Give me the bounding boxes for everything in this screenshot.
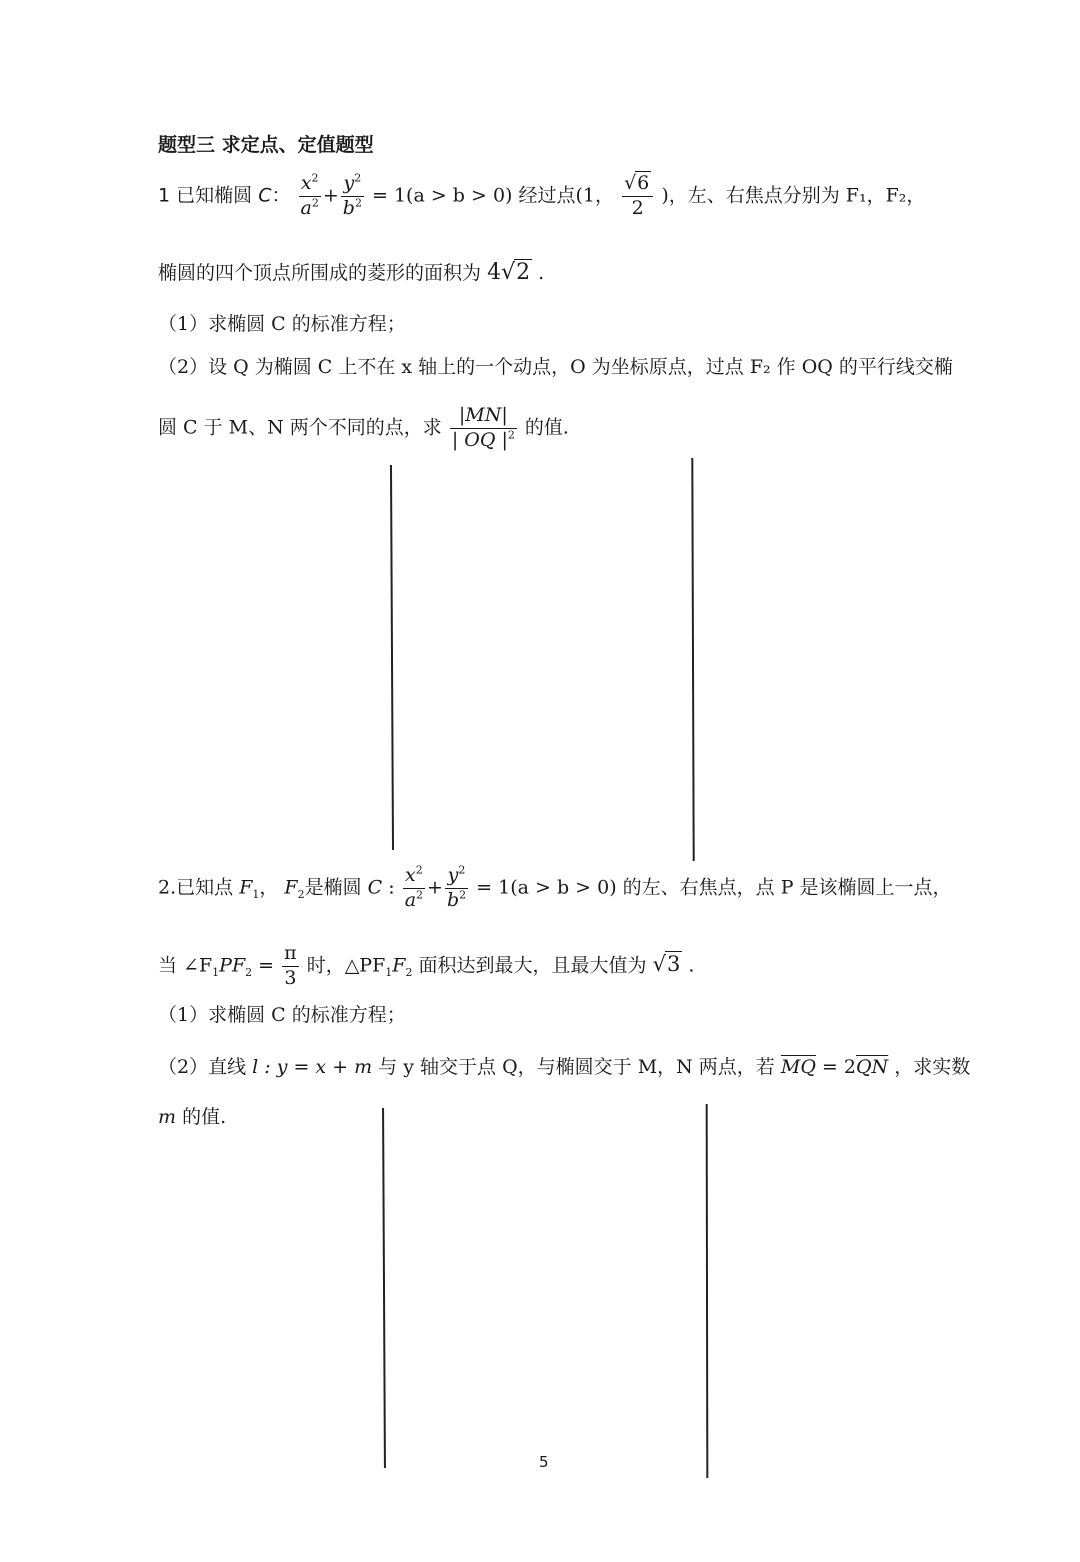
problem2-intro-post: 的左、右焦点，点 P 是该椭圆上一点， (622, 876, 952, 899)
problem2-eq-rest: = 1(a > b > 0) (476, 876, 617, 899)
problem1-curve-name: C (258, 184, 272, 207)
problem2-question1: （1）求椭圆 C 的标准方程； (158, 1004, 406, 1026)
problem2-intro: 2.已知点 (158, 876, 234, 899)
problem1-statement-line2 (158, 262, 544, 284)
problem1-statement-line1: 1 已知椭圆 C： $\frac{x^2}{a^2}$ + $\frac{y^2}{b^2}$ = 1(a > b > 0) 经过点(1， $\frac{√6}{2}$ )，左、右焦点分别为 F₁，F₂， (158, 171, 926, 219)
problem1-after-point: )，左、右焦点分别为 F₁，F₂， (661, 184, 926, 207)
problem1-question1: （1）求椭圆 C 的标准方程； (158, 313, 406, 335)
problem1-eq-x-frac: $\frac{x^2}{a^2}$ (300, 171, 319, 219)
problem2-angle-frac: $\frac{\pi}{3}$ (284, 942, 297, 989)
problem1-question2-line1: （2）设 Q 为椭圆 C 上不在 x 轴上的一个动点，O 为坐标原点，过点 F₂ 作 OQ 的平行线交椭 (158, 356, 953, 378)
answer-divider-left-1 (390, 465, 394, 850)
problem2-statement-line2: 当 $\angle F_1PF_2$ = $\frac{\pi}{3}$ 时，$\triangle PF_1F_2$ 面积达到最大，且最大值为 √3 . (158, 942, 695, 989)
problem2-intro-mid: 是椭圆 (304, 876, 362, 899)
problem1-eq-rest: = 1(a > b > 0) (372, 184, 513, 207)
problem2-line-equation: l : y = x + m (252, 1056, 373, 1078)
problem1-question2-post: 的值. (524, 416, 569, 439)
problem2-vector-qn: $\overline{QN}$ (855, 1056, 889, 1078)
problem1-question2-line2 (158, 404, 569, 453)
problem2-eq-y-frac: $\frac{y^2}{b^2}$ (446, 863, 467, 911)
problem2-curve-name: C (367, 876, 383, 899)
problem1-question2-pre: 圆 C 于 M、N 两个不同的点，求 (158, 416, 442, 439)
problem2-statement-line1: 2.已知点 $F_1$， $F_2$是椭圆 C : $\frac{x^2}{a^2}$ + $\frac{y^2}{b^2}$ = 1(a > b > 0) 的左、右焦点，点 P 是该椭圆上一点， (158, 863, 952, 911)
answer-divider-right-1 (691, 458, 694, 861)
problem1-eq-y-frac: $\frac{y^2}{b^2}$ (342, 171, 362, 219)
answer-divider-left-2 (382, 1108, 386, 1468)
page-number: 5 (539, 1453, 549, 1471)
answer-divider-right-2 (706, 1104, 709, 1478)
problem1-colon: ： (271, 184, 291, 207)
problem2-question2-line2: m 的值. (158, 1106, 227, 1128)
problem1-area-text: 椭圆的四个顶点所围成的菱形的面积为 (158, 262, 482, 284)
problem1-area-end: . (538, 262, 545, 284)
problem2-vector-mq: $\overline{MQ}$ (780, 1056, 816, 1078)
problem1-ratio-frac: $\frac{|MN|}{| OQ |^2}$ (451, 404, 515, 451)
problem2-question2-line1: （2）直线 l : y = x + m 与 y 轴交于点 Q，与椭圆交于 M，N 两点，若 $\overline{MQ} = 2\overline{QN}$ ，求实数 (158, 1056, 971, 1078)
problem1-area-value: 4√2 (487, 260, 531, 285)
problem2-area-text: 面积达到最大，且最大值为 (418, 954, 647, 977)
problem1-intro: 1 已知椭圆 (158, 184, 253, 207)
problem2-eq-x-frac: $\frac{x^2}{a^2}$ (404, 863, 424, 911)
problem1-point-frac: $\frac{√6}{2}$ (622, 172, 653, 221)
section-title: 题型三 求定点、定值题型 (158, 134, 374, 156)
problem1-passes: 经过点(1， (518, 184, 615, 207)
problem2-max-value: √3 (652, 952, 681, 977)
